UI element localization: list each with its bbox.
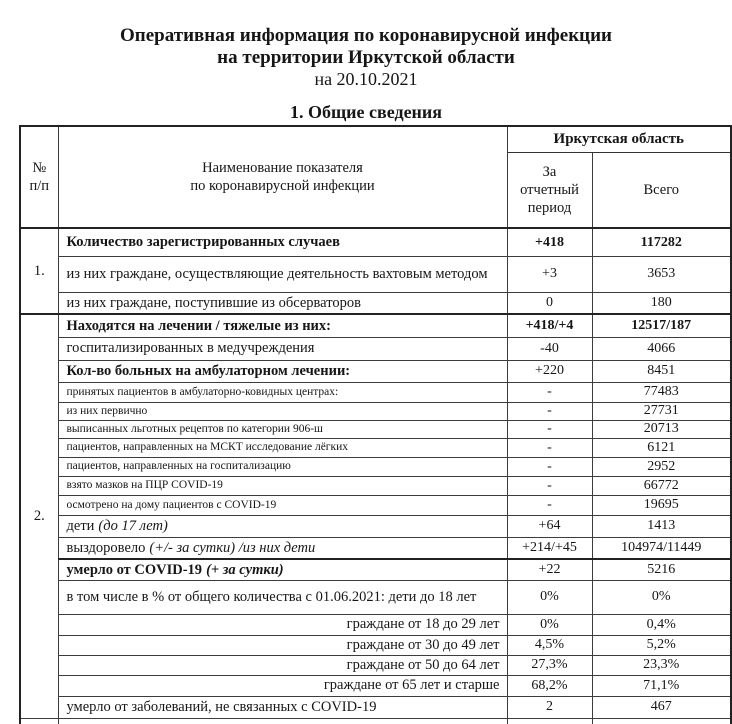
total-value-cell: 5,2% [592,635,731,655]
period-value-cell: -40 [507,337,592,360]
indicator-label-cell [58,457,507,476]
indicator-label: дети [66,517,95,534]
indicator-label-cell [58,495,507,515]
period-value-cell: 2 [507,696,592,718]
indicator-label: госпитализированных в медучреждения [66,340,315,357]
table-row [20,360,731,382]
period-value-cell: 0% [507,580,592,614]
col-header-total: Всего [592,152,731,228]
indicator-label-cell [58,292,507,314]
indicator-label-cell [58,420,507,438]
table-row [20,614,731,635]
period-value-cell: +418 [507,228,592,256]
period-value-cell: +22 [507,559,592,580]
total-value-cell: 104974/11449 [592,537,731,559]
col-header-region: Иркутская область [507,126,731,152]
period-value-cell: - [507,438,592,457]
indicator-label-cell [58,382,507,402]
indicator-label: граждане от 18 до 29 лет [346,616,500,633]
indicator-label-cell [58,228,507,256]
col-header-num-line1: № [32,159,47,176]
period-value-cell: 4,5% [507,635,592,655]
table-row [20,537,731,559]
table-row [20,314,731,337]
period-value-cell: - [507,420,592,438]
indicator-label: Количество зарегистрированных случаев [66,234,340,251]
section-heading: 1. Общие сведения [289,102,443,122]
indicator-label-cell [58,655,507,675]
indicator-label: принятых пациентов в амбулаторно-ковидных центрах: [66,385,339,398]
period-value-cell: - [507,476,592,495]
indicator-label-cell [58,675,507,696]
table-row [20,495,731,515]
row-number-cell: 2. [20,314,58,718]
total-value-cell [592,718,731,724]
indicator-label-cell [58,360,507,382]
table-row-partial [20,718,731,724]
table-row [20,515,731,537]
period-value-cell: +64 [507,515,592,537]
row-number-cell [20,718,58,724]
indicator-label: пациентов, направленных на госпитализацию [66,460,291,473]
indicator-label: Находятся на лечении / тяжелые из них: [66,317,331,334]
period-value-cell: +214/+45 [507,537,592,559]
col-header-num [20,126,58,228]
total-value-cell: 27731 [592,402,731,420]
document-title-line2: на территории Иркутской области [217,47,515,68]
document-title [0,25,732,90]
table-row [20,337,731,360]
table-row [20,228,731,256]
total-value-cell: 23,3% [592,655,731,675]
indicator-label: пациентов, направленных на МСКТ исследование лёгких [66,441,349,454]
indicator-label-cell [58,515,507,537]
table-row [20,559,731,580]
period-value-cell: +3 [507,256,592,292]
total-value-cell: 117282 [592,228,731,256]
indicator-label-cell [58,438,507,457]
indicator-label: граждане от 30 до 49 лет [346,636,500,653]
table-row [20,382,731,402]
indicator-label: осмотрено на дому пациентов с COVID-19 [66,498,277,511]
indicator-label-cell [58,580,507,614]
indicator-label-cell [58,537,507,559]
table-header [20,126,731,228]
table-row [20,580,731,614]
total-value-cell: 77483 [592,382,731,402]
indicator-label-cell [58,696,507,718]
indicator-label: умерло от заболеваний, не связанных с COVID-19 [66,698,377,715]
indicator-label-italic: (до 17 лет) [98,517,168,534]
table-row [20,635,731,655]
document-title-line1: Оперативная информация по коронавирусной инфекции [120,25,612,46]
period-value-cell: 68,2% [507,675,592,696]
document-date: на 20.10.2021 [314,69,418,89]
total-value-cell: 71,1% [592,675,731,696]
period-value-cell: +220 [507,360,592,382]
indicator-label-cell [58,614,507,635]
general-info-table [19,125,732,724]
indicator-label: умерло от COVID-19 [66,562,203,579]
indicator-label: выписанных льготных рецептов по категории 906-ш [66,422,323,435]
indicator-label-cell [58,256,507,292]
indicator-label-cell [58,718,507,724]
period-value-cell [507,718,592,724]
period-value-cell: 27,3% [507,655,592,675]
total-value-cell: 0% [592,580,731,614]
indicator-label-italic: (+/- за сутки) /из них дети [149,539,316,556]
period-value-cell: - [507,495,592,515]
total-value-cell: 66772 [592,476,731,495]
indicator-label: из них первично [66,404,148,417]
table-row [20,675,731,696]
indicator-label-cell [58,476,507,495]
col-header-indicator [58,126,507,228]
period-value-cell: +418/+4 [507,314,592,337]
period-value-cell: 0% [507,614,592,635]
header-row-region [20,126,731,152]
table-row [20,438,731,457]
table-row [20,696,731,718]
col-header-period: За отчетный период [507,152,592,228]
indicator-label-italic: (+ за сутки) [206,562,284,579]
indicator-label: взято мазков на ПЦР COVID-19 [66,479,223,492]
indicator-label: выздоровело [66,539,146,556]
table-row [20,402,731,420]
total-value-cell: 467 [592,696,731,718]
total-value-cell: 6121 [592,438,731,457]
total-value-cell: 3653 [592,256,731,292]
table-row [20,476,731,495]
total-value-cell: 4066 [592,337,731,360]
total-value-cell: 19695 [592,495,731,515]
table-row [20,457,731,476]
total-value-cell: 20713 [592,420,731,438]
indicator-label: из них граждане, поступившие из обсерваторов [66,294,361,311]
indicator-label: граждане от 50 до 64 лет [346,656,500,673]
table-row [20,292,731,314]
period-value-cell: - [507,382,592,402]
row-number-cell: 1. [20,228,58,314]
indicator-label: граждане от 65 лет и старше [323,677,500,694]
total-value-cell: 8451 [592,360,731,382]
period-value-cell: - [507,457,592,476]
total-value-cell: 5216 [592,559,731,580]
indicator-label: Кол-во больных на амбулаторном лечении: [66,362,351,379]
indicator-label-cell [58,635,507,655]
total-value-cell: 180 [592,292,731,314]
total-value-cell: 2952 [592,457,731,476]
indicator-label-cell [58,337,507,360]
col-header-indicator-line1: Наименование показателя [202,159,363,176]
period-value-cell: - [507,402,592,420]
period-value-cell: 0 [507,292,592,314]
indicator-label-cell [58,314,507,337]
table-row [20,655,731,675]
indicator-label-cell [58,402,507,420]
total-value-cell: 1413 [592,515,731,537]
table-row [20,420,731,438]
col-header-num-line2: п/п [29,178,50,194]
total-value-cell: 0,4% [592,614,731,635]
col-header-indicator-line2: по коронавирусной инфекции [190,178,375,194]
indicator-label-cell [58,559,507,580]
indicator-label: из них граждане, осуществляющие деятельность вахтовым методом [66,265,488,282]
indicator-label: в том числе в % от общего количества с 01.06.2021: дети до 18 лет [66,588,477,605]
total-value-cell: 12517/187 [592,314,731,337]
table-row [20,256,731,292]
